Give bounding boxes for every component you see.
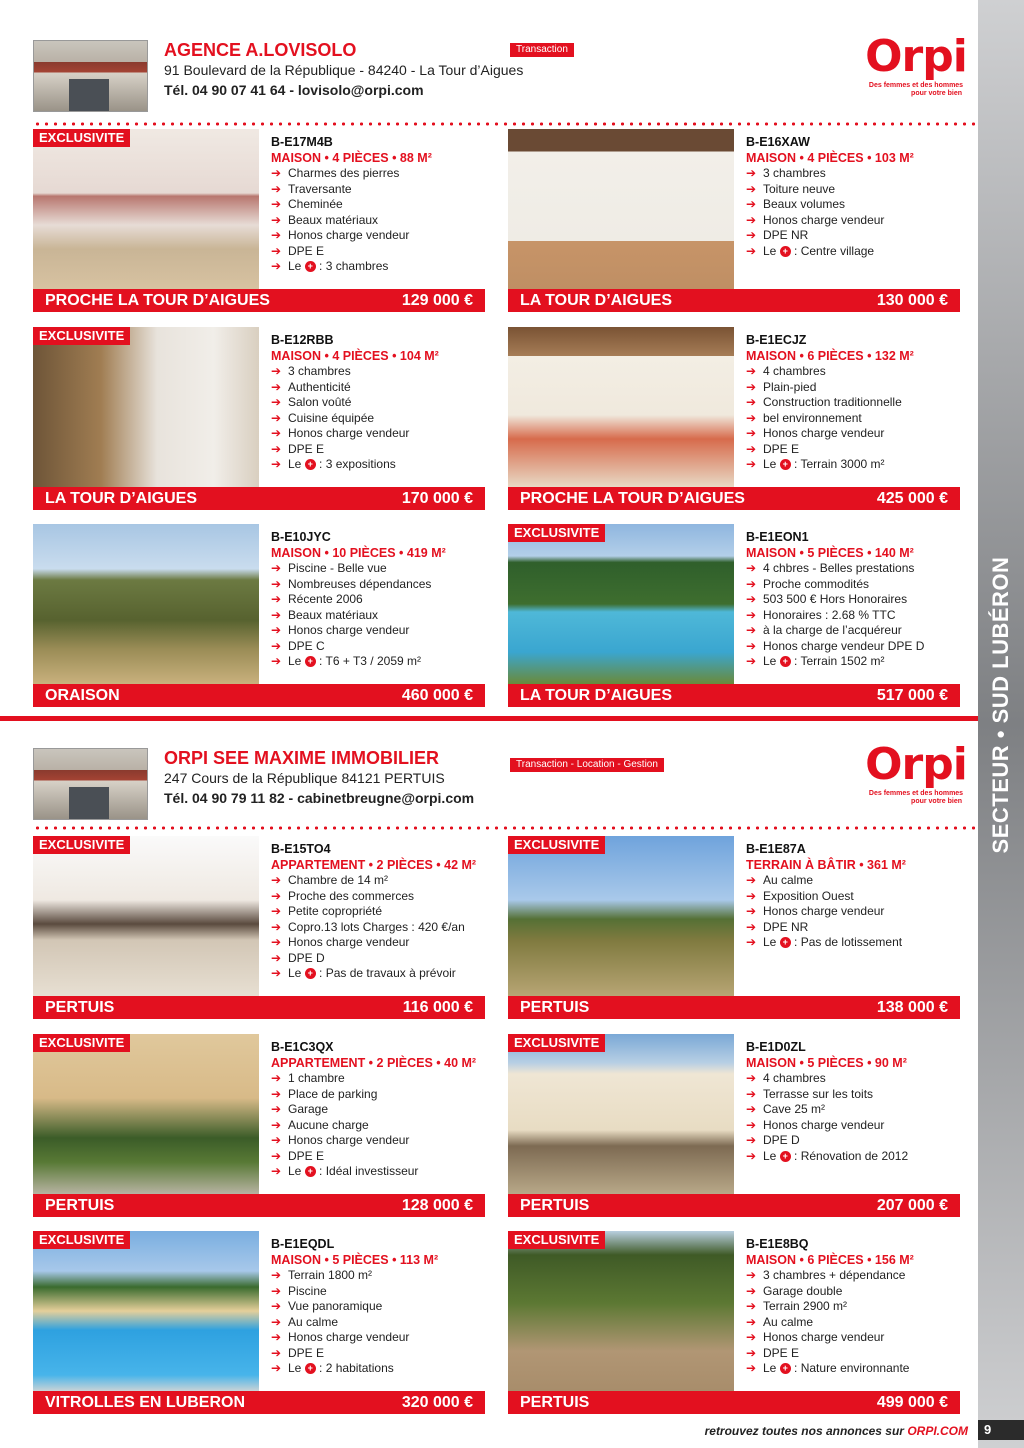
feature-item: ➔ Honos charge vendeur — [746, 1330, 960, 1346]
feature-list — [271, 873, 485, 982]
plus-icon: + — [305, 1363, 316, 1374]
agency-name: ORPI SEE MAXIME IMMOBILIER — [164, 748, 440, 768]
feature-item: ➔ Beaux volumes — [746, 197, 960, 213]
feature-list — [271, 166, 485, 275]
listing-city: LA TOUR D’AIGUES — [45, 490, 198, 507]
feature-item: ➔ Honos charge vendeur — [271, 1330, 485, 1346]
exclusive-badge: EXCLUSIVITE — [508, 524, 605, 542]
feature-list — [271, 561, 485, 670]
orpi-logo-word: Orpi — [865, 31, 967, 82]
listing-info — [746, 1040, 960, 1164]
exclusive-badge: EXCLUSIVITE — [33, 1034, 130, 1052]
feature-item: ➔ Construction traditionnelle — [746, 395, 960, 411]
listing-info — [271, 135, 485, 275]
listing-type: MAISON • 4 PIÈCES • 104 M² — [271, 348, 439, 363]
listing-ref: B-E1EON1 — [746, 530, 809, 544]
lep-label: Le — [763, 935, 777, 949]
listing-info — [746, 333, 960, 473]
plus-icon: + — [305, 968, 316, 979]
listing-price-bar — [508, 1391, 960, 1414]
listing-card[interactable] — [33, 129, 485, 311]
feature-item: ➔ 4 chbres - Belles prestations — [746, 561, 960, 577]
feature-item: ➔ Honos charge vendeur — [271, 1133, 485, 1149]
listing-price-bar — [508, 996, 960, 1019]
feature-item: ➔ Proche des commerces — [271, 889, 485, 905]
feature-list — [746, 1071, 960, 1164]
listing-city: ORAISON — [45, 687, 120, 704]
feature-list — [746, 1268, 960, 1377]
agency-service-tag: Transaction - Location - Gestion — [510, 758, 664, 772]
listing-ref: B-E1D0ZL — [746, 1040, 806, 1054]
feature-item: ➔ Beaux matériaux — [271, 608, 485, 624]
feature-item: ➔ Proche commodités — [746, 577, 960, 593]
listing-card[interactable] — [33, 327, 485, 509]
feature-item: ➔ Honos charge vendeur — [271, 623, 485, 639]
feature-item: ➔ Honos charge vendeur — [746, 904, 960, 920]
listing-price-bar — [33, 1194, 485, 1217]
listing-city: VITROLLES EN LUBERON — [45, 1394, 246, 1411]
listing-city: LA TOUR D’AIGUES — [520, 292, 673, 309]
feature-item: ➔ 3 chambres — [746, 166, 960, 182]
listing-city: PERTUIS — [45, 1197, 115, 1214]
feature-list — [746, 364, 960, 473]
orpi-tagline-line2: pour votre bien — [911, 90, 962, 97]
exclusive-badge: EXCLUSIVITE — [508, 1231, 605, 1249]
listing-price: 517 000 € — [876, 687, 948, 704]
feature-highlight — [271, 966, 485, 982]
listing-price-bar — [33, 684, 485, 707]
feature-item: ➔ Beaux matériaux — [271, 213, 485, 229]
feature-item: ➔ Aucune charge — [271, 1118, 485, 1134]
listing-photo[interactable] — [508, 524, 734, 684]
listing-price: 499 000 € — [876, 1394, 948, 1411]
lep-label: Le — [763, 654, 777, 668]
listing-price: 116 000 € — [402, 999, 473, 1016]
feature-highlight — [271, 1361, 485, 1377]
feature-item: ➔ à la charge de l’acquéreur — [746, 623, 960, 639]
feature-item: ➔ DPE NR — [746, 228, 960, 244]
feature-item: ➔ Place de parking — [271, 1087, 485, 1103]
feature-item: ➔ Honos charge vendeur — [746, 213, 960, 229]
feature-highlight — [271, 259, 485, 275]
feature-item: ➔ Charmes des pierres — [271, 166, 485, 182]
lep-text: : 2 habitations — [319, 1361, 394, 1375]
lep-text: : Centre village — [794, 243, 875, 258]
lep-label: Le — [288, 1164, 302, 1178]
feature-item: ➔ Récente 2006 — [271, 592, 485, 608]
listing-price: 129 000 € — [401, 292, 473, 309]
listing-price: 320 000 € — [401, 1394, 473, 1411]
listing-price: 207 000 € — [876, 1197, 948, 1214]
listing-info — [746, 135, 960, 259]
listing-price: 138 000 € — [876, 999, 948, 1016]
orpi-tagline-line2: pour votre bien — [911, 798, 962, 805]
feature-list — [746, 166, 960, 259]
feature-item: ➔ Honos charge vendeur — [271, 426, 485, 442]
plus-icon: + — [780, 1363, 791, 1374]
listing-photo[interactable] — [508, 836, 734, 996]
listing-ref: B-E17M4B — [271, 135, 333, 149]
listing-price-bar — [33, 996, 485, 1019]
agency-address: 247 Cours de la République 84121 PERTUIS — [164, 770, 445, 786]
listing-info — [271, 333, 485, 473]
feature-item: ➔ Honos charge vendeur — [271, 935, 485, 951]
feature-item: ➔ 3 chambres + dépendance — [746, 1268, 960, 1284]
feature-list — [271, 364, 485, 473]
feature-highlight — [271, 1164, 485, 1180]
plus-icon: + — [305, 1166, 316, 1177]
feature-item: ➔ Honoraires : 2.68 % TTC — [746, 608, 960, 624]
plus-icon: + — [780, 937, 791, 948]
lep-text: : Rénovation de 2012 — [794, 1148, 909, 1163]
listing-price-bar — [33, 289, 485, 312]
listing-price-bar — [508, 289, 960, 312]
listing-photo[interactable] — [33, 327, 259, 487]
agency-address: 91 Boulevard de la République - 84240 - La Tour d’Aigues — [164, 62, 524, 78]
listing-price: 425 000 € — [876, 490, 948, 507]
listing-ref: B-E16XAW — [746, 135, 810, 149]
listing-type: APPARTEMENT • 2 PIÈCES • 42 M² — [271, 857, 477, 872]
listing-price-bar — [508, 487, 960, 510]
plus-icon: + — [780, 656, 791, 667]
listing-ref: B-E1EQDL — [271, 1237, 335, 1251]
feature-item: ➔ DPE E — [271, 1149, 485, 1165]
feature-item: ➔ DPE E — [746, 442, 960, 458]
feature-item: ➔ 4 chambres — [746, 1071, 960, 1087]
feature-item: ➔ bel environnement — [746, 411, 960, 427]
listing-photo[interactable] — [33, 836, 259, 996]
feature-item: ➔ 503 500 € Hors Honoraires — [746, 592, 960, 608]
feature-highlight — [271, 457, 485, 473]
listing-card[interactable] — [33, 1231, 485, 1413]
lep-label: Le — [288, 654, 302, 668]
footer-prefix: retrouvez toutes nos annonces sur — [704, 1424, 904, 1438]
exclusive-badge: EXCLUSIVITE — [33, 327, 130, 345]
listing-ref: B-E12RBB — [271, 333, 334, 347]
listing-price: 170 000 € — [401, 490, 473, 507]
plus-icon: + — [305, 261, 316, 272]
listing-ref: B-E10JYC — [271, 530, 331, 544]
feature-item: ➔ Honos charge vendeur DPE D — [746, 639, 960, 655]
listing-city: PERTUIS — [45, 999, 115, 1016]
feature-item: ➔ DPE C — [271, 639, 485, 655]
listing-card[interactable] — [33, 836, 485, 1018]
feature-item: ➔ Authenticité — [271, 380, 485, 396]
feature-item: ➔ 4 chambres — [746, 364, 960, 380]
listing-price-bar — [33, 1391, 485, 1414]
agency-header-lovisolo — [33, 31, 976, 120]
lep-label: Le — [288, 457, 302, 471]
footer-site-link[interactable]: ORPI.COM — [907, 1424, 968, 1438]
listing-price-bar — [508, 1194, 960, 1217]
orpi-tagline-line1: Des femmes et des hommes — [868, 82, 964, 89]
exclusive-badge: EXCLUSIVITE — [33, 129, 130, 147]
listing-type: APPARTEMENT • 2 PIÈCES • 40 M² — [271, 1055, 477, 1070]
listing-ref: B-E1C3QX — [271, 1040, 334, 1054]
listing-info — [271, 1040, 485, 1180]
feature-item: ➔ Exposition Ouest — [746, 889, 960, 905]
feature-item: ➔ Honos charge vendeur — [271, 228, 485, 244]
lep-text: : Terrain 3000 m² — [794, 457, 885, 471]
listing-city: PERTUIS — [520, 1394, 590, 1411]
feature-item: ➔ Terrasse sur les toits — [746, 1087, 960, 1103]
listing-info — [746, 842, 960, 951]
lep-label: Le — [763, 243, 777, 258]
listing-type: MAISON • 10 PIÈCES • 419 M² — [271, 545, 446, 560]
listing-ref: B-E1E8BQ — [746, 1237, 809, 1251]
feature-item: ➔ Copro.13 lots Charges : 420 €/an — [271, 920, 485, 936]
lep-text: : 3 expositions — [319, 457, 396, 471]
section-divider — [0, 716, 978, 721]
agency-service-tag: Transaction — [510, 43, 574, 57]
listing-ref: B-E1ECJZ — [746, 333, 807, 347]
listing-price-bar — [508, 684, 960, 707]
listing-type: MAISON • 6 PIÈCES • 132 M² — [746, 348, 914, 363]
agency-contact: Tél. 04 90 07 41 64 - lovisolo@orpi.com — [164, 82, 424, 98]
listing-city: PERTUIS — [520, 1197, 590, 1214]
feature-item: ➔ Honos charge vendeur — [746, 1118, 960, 1134]
feature-item: ➔ Honos charge vendeur — [746, 426, 960, 442]
listing-type: MAISON • 5 PIÈCES • 140 M² — [746, 545, 914, 560]
listing-photo[interactable] — [508, 327, 734, 487]
feature-item: ➔ DPE NR — [746, 920, 960, 936]
listing-city: PERTUIS — [520, 999, 590, 1016]
feature-item: ➔ DPE E — [271, 244, 485, 260]
feature-item: ➔ Terrain 2900 m² — [746, 1299, 960, 1315]
agency-storefront-photo — [33, 40, 148, 112]
feature-item: ➔ Au calme — [271, 1315, 485, 1331]
orpi-logo-word: Orpi — [865, 739, 967, 790]
feature-item: ➔ DPE E — [271, 442, 485, 458]
feature-item: ➔ Garage — [271, 1102, 485, 1118]
plus-icon: + — [780, 459, 791, 470]
exclusive-badge: EXCLUSIVITE — [508, 836, 605, 854]
listing-photo[interactable] — [33, 524, 259, 684]
listing-price-bar — [33, 487, 485, 510]
plus-icon: + — [305, 656, 316, 667]
listing-card[interactable] — [508, 1231, 960, 1413]
listing-card[interactable] — [508, 836, 960, 1018]
feature-list — [746, 561, 960, 670]
listing-ref: B-E1E87A — [746, 842, 806, 856]
listing-photo[interactable] — [33, 129, 259, 289]
feature-list — [746, 873, 960, 951]
feature-highlight — [271, 654, 485, 670]
listing-card[interactable] — [508, 129, 960, 311]
feature-highlight — [746, 1361, 960, 1377]
agency-header-maxime — [33, 739, 976, 828]
listing-card[interactable] — [33, 1034, 485, 1216]
lep-text: : Nature environnante — [794, 1361, 910, 1375]
listing-card[interactable] — [508, 524, 960, 706]
listing-type: MAISON • 5 PIÈCES • 113 M² — [271, 1252, 439, 1267]
feature-highlight — [746, 1149, 960, 1165]
feature-item: ➔ DPE E — [271, 1346, 485, 1362]
listing-card[interactable] — [33, 524, 485, 706]
feature-item: ➔ DPE D — [271, 951, 485, 967]
lep-text: : Pas de lotissement — [794, 935, 903, 949]
listing-type: TERRAIN À BÂTIR • 361 M² — [746, 857, 906, 872]
listing-photo[interactable] — [33, 1231, 259, 1391]
listing-ref: B-E15TO4 — [271, 842, 331, 856]
lep-label: Le — [763, 1361, 777, 1375]
feature-list — [271, 1071, 485, 1180]
listing-type: MAISON • 4 PIÈCES • 103 M² — [746, 150, 914, 165]
sector-label: SECTEUR • SUD LUBÉRON — [988, 556, 1013, 854]
listing-card[interactable] — [508, 327, 960, 509]
feature-item: ➔ Salon voûté — [271, 395, 485, 411]
feature-highlight — [746, 654, 960, 670]
feature-item: ➔ Piscine — [271, 1284, 485, 1300]
feature-item: ➔ 1 chambre — [271, 1071, 485, 1087]
listing-city: PROCHE LA TOUR D’AIGUES — [45, 292, 270, 309]
lep-label: Le — [288, 259, 302, 273]
listing-photo[interactable] — [508, 1034, 734, 1194]
feature-item: ➔ Nombreuses dépendances — [271, 577, 485, 593]
lep-label: Le — [763, 457, 777, 471]
feature-item: ➔ Traversante — [271, 182, 485, 198]
listing-type: MAISON • 5 PIÈCES • 90 M² — [746, 1055, 907, 1070]
listing-price: 130 000 € — [876, 292, 948, 309]
lep-text: : Idéal investisseur — [319, 1164, 419, 1178]
plus-icon: + — [780, 246, 791, 257]
lep-text: : T6 + T3 / 2059 m² — [319, 654, 421, 668]
feature-item: ➔ Terrain 1800 m² — [271, 1268, 485, 1284]
exclusive-badge: EXCLUSIVITE — [508, 1034, 605, 1052]
agency-storefront-photo — [33, 748, 148, 820]
feature-item: ➔ Au calme — [746, 873, 960, 889]
listing-photo[interactable] — [508, 1231, 734, 1391]
plus-icon: + — [780, 1151, 791, 1162]
exclusive-badge: EXCLUSIVITE — [33, 1231, 130, 1249]
orpi-logo[interactable] — [856, 32, 976, 112]
feature-item: ➔ Cave 25 m² — [746, 1102, 960, 1118]
feature-item: ➔ Petite copropriété — [271, 904, 485, 920]
listing-card[interactable] — [508, 1034, 960, 1216]
lep-label: Le — [763, 1148, 777, 1163]
feature-item: ➔ DPE D — [746, 1133, 960, 1149]
feature-highlight — [746, 244, 960, 260]
sector-sideband — [978, 0, 1024, 1448]
listing-price: 128 000 € — [401, 1197, 473, 1214]
dotted-separator — [33, 826, 978, 830]
listing-type: MAISON • 4 PIÈCES • 88 M² — [271, 150, 432, 165]
lep-label: Le — [288, 1361, 302, 1375]
listing-photo[interactable] — [33, 1034, 259, 1194]
lep-text: : Terrain 1502 m² — [794, 654, 885, 668]
dotted-separator — [33, 122, 978, 126]
plus-icon: + — [305, 459, 316, 470]
feature-item: ➔ Piscine - Belle vue — [271, 561, 485, 577]
listing-city: LA TOUR D’AIGUES — [520, 687, 673, 704]
feature-item: ➔ Au calme — [746, 1315, 960, 1331]
agency-name: AGENCE A.LOVISOLO — [164, 40, 357, 60]
exclusive-badge: EXCLUSIVITE — [33, 836, 130, 854]
feature-item: ➔ Garage double — [746, 1284, 960, 1300]
orpi-tagline-line1: Des femmes et des hommes — [868, 790, 964, 797]
lep-text: : Pas de travaux à prévoir — [319, 966, 456, 980]
agency-contact: Tél. 04 90 79 11 82 - cabinetbreugne@orpi.com — [164, 790, 475, 806]
feature-list — [271, 1268, 485, 1377]
feature-item: ➔ Cuisine équipée — [271, 411, 485, 427]
feature-item: ➔ Chambre de 14 m² — [271, 873, 485, 889]
listing-info — [746, 530, 960, 670]
listing-type: MAISON • 6 PIÈCES • 156 M² — [746, 1252, 914, 1267]
feature-highlight — [746, 935, 960, 951]
listing-price: 460 000 € — [401, 687, 473, 704]
lep-text: : 3 chambres — [319, 259, 389, 273]
feature-item: ➔ Plain-pied — [746, 380, 960, 396]
listing-city: PROCHE LA TOUR D’AIGUES — [520, 490, 745, 507]
feature-highlight — [746, 457, 960, 473]
footer-text — [705, 1424, 968, 1438]
orpi-logo[interactable] — [856, 740, 976, 820]
listing-info — [271, 530, 485, 670]
page-number: 9 — [978, 1420, 1024, 1440]
feature-item: ➔ 3 chambres — [271, 364, 485, 380]
feature-item: ➔ Cheminée — [271, 197, 485, 213]
feature-item: ➔ Vue panoramique — [271, 1299, 485, 1315]
feature-item: ➔ Toiture neuve — [746, 182, 960, 198]
feature-item: ➔ DPE E — [746, 1346, 960, 1362]
listing-info — [746, 1237, 960, 1377]
lep-label: Le — [288, 966, 302, 980]
listing-info — [271, 842, 485, 982]
listing-photo[interactable] — [508, 129, 734, 289]
listing-info — [271, 1237, 485, 1377]
